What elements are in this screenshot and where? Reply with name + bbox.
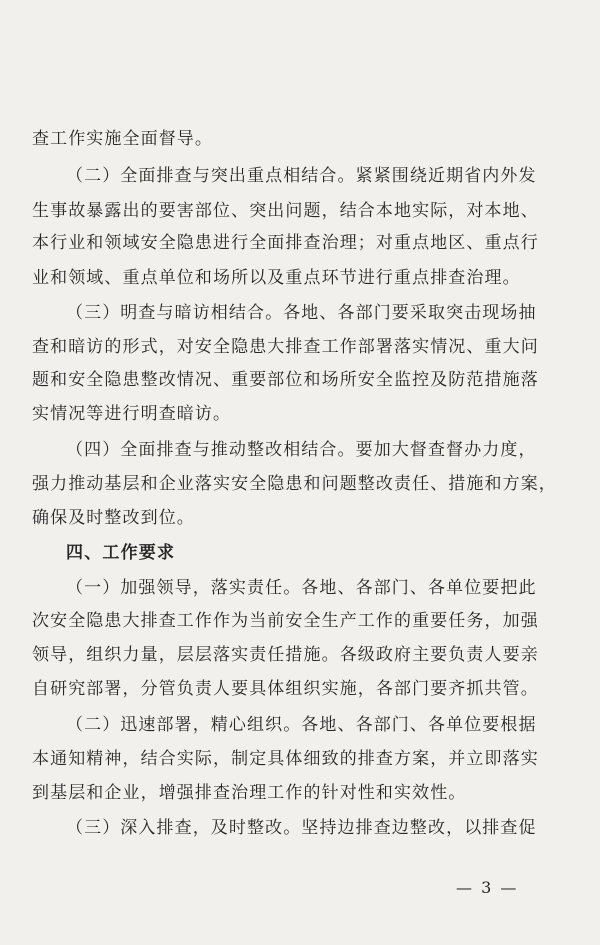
text-line: （三）深入排查，及时整改。坚持边排查边整改，以排查促 xyxy=(66,818,537,838)
text-line: （一）加强领导，落实责任。各地、各部门、各单位要把此 xyxy=(66,578,537,598)
text-line: （二）全面排查与突出重点相结合。紧紧围绕近期省内外发 xyxy=(66,166,537,186)
text-line: 生事故暴露出的要害部位、突出问题，结合本地实际，对本地、 xyxy=(32,201,539,221)
text-line: 本通知精神，结合实际，制定具体细致的排查方案，并立即落实 xyxy=(32,749,539,769)
text-line: 自研究部署，分管负责人要具体组织实施，各部门要齐抓共管。 xyxy=(32,679,539,699)
text-line: （三）明查与暗访相结合。各地、各部门要采取突击现场抽 xyxy=(66,303,537,323)
text-line: 到基层和企业，增强排查治理工作的针对性和实效性。 xyxy=(32,783,467,803)
text-line: 本行业和领域安全隐患进行全面排查治理；对重点地区、重点行 xyxy=(32,233,539,253)
section-heading: 四、工作要求 xyxy=(66,543,176,563)
text-line: 查和暗访的形式，对安全隐患大排查工作部署落实情况、重大问 xyxy=(32,337,539,357)
text-line: （四）全面排查与推动整改相结合。要加大督查督办力度， xyxy=(66,440,537,460)
text-line: 确保及时整改到位。 xyxy=(32,508,195,528)
text-line: 领导，组织力量，层层落实责任措施。各级政府主要负责人要亲 xyxy=(32,645,539,665)
text-line: 业和领域、重点单位和场所以及重点环节进行重点排查治理。 xyxy=(32,268,521,288)
page-number: — 3 — xyxy=(456,878,519,897)
text-line: 题和安全隐患整改情况、重要部位和场所安全监控及防范措施落 xyxy=(32,370,539,390)
text-line: 查工作实施全面督导。 xyxy=(32,129,213,149)
text-line: （二）迅速部署，精心组织。各地、各部门、各单位要根据 xyxy=(66,715,537,735)
text-line: 次安全隐患大排查工作作为当前安全生产工作的重要任务，加强 xyxy=(32,611,539,631)
text-line: 强力推动基层和企业落实安全隐患和问题整改责任、措施和方案， xyxy=(32,474,557,494)
text-line: 实情况等进行明查暗访。 xyxy=(32,404,232,424)
